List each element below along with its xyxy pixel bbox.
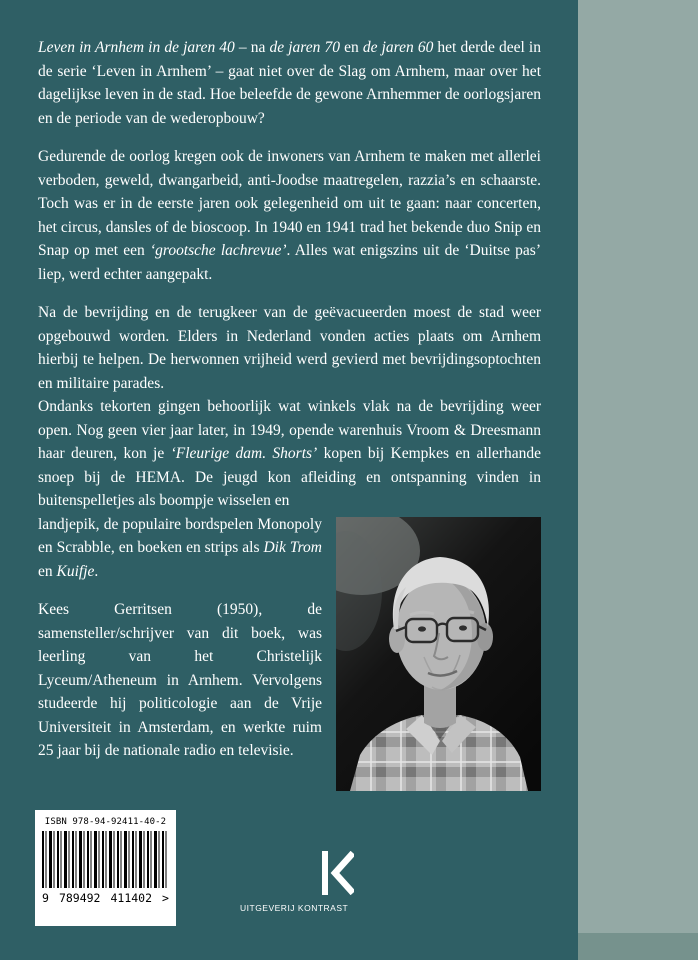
barcode-digits [42, 891, 169, 905]
barcode-bars [42, 831, 169, 888]
publisher-name: UITGEVERIJ KONTRAST [240, 903, 349, 913]
portrait-kees-gerritsen-image [336, 517, 541, 791]
barcode-digit-lead: 9 [42, 891, 49, 905]
barcode-digit-group-1: 789492 [58, 891, 101, 905]
portrait-photo [336, 517, 541, 791]
kontrast-logo-icon [322, 851, 354, 895]
barcode-arrow-symbol: > [162, 891, 169, 905]
author-paragraph: Kees Gerritsen (1950), de samensteller/schrijver van dit boek, was leerling van het Christelijk Lyceum/Atheneum in Arnhem. Vervolgens studeerde hij politicologie aan de Vrije Universiteit in Amsterdam, en werkte ruim 25 jaar bij de nationale radio en televisie. [38, 601, 322, 759]
blurb-paragraph-2: Gedurende de oorlog kregen ook de inwoners van Arnhem te maken met allerlei verboden, geweld, dwangarbeid, anti-Joodse maatregelen, razzia’s en schaarste. Toch was er in de eerste jaren ook gelegenheid om uit te gaan: naar concerten, het circus, dansles of de bioscoop. In 1940 en 1941 trad het bekende duo Snip en Snap op met een ‘grootsche lachrevue’. Alles wat enigszins uit de ‘Duitse pas’ liep, werd echter aangepakt. [38, 148, 541, 283]
publisher-block [240, 851, 358, 915]
spine-strip-foot [578, 933, 698, 960]
blurb-paragraph-3: Na de bevrijding en de terugkeer van de geëvacueerden moest de stad weer opgebouwd worden. Elders in Nederland vonden acties plaats om Arnhem hierbij te helpen. De herwonnen vrijheid werd gevierd met bevrijdingsoptochten en militaire parades. [38, 304, 541, 392]
isbn-barcode [35, 810, 176, 926]
blurb-text [38, 36, 541, 799]
barcode-digit-group-2: 411402 [110, 891, 153, 905]
isbn-number-label: ISBN 978-94-92411-40-2 [44, 817, 167, 827]
blurb-paragraph-5: landjepik, de populaire bordspelen Monopoly en Scrabble, en boeken en strips als Dik Trom en Kuifje. [38, 515, 323, 580]
blurb-paragraph-1: Leven in Arnhem in de jaren 40 – na de jaren 70 en de jaren 60 het derde deel in de serie ‘Leven in Arnhem’ – gaat niet over de Slag om Arnhem, maar over het dagelijkse leven in de stad. Hoe beleefde de gewone Arnhemmer de oorlogsjaren en de periode van de wederopbouw? [38, 39, 541, 127]
spine-strip [578, 0, 698, 960]
blurb-paragraph-4: Ondanks tekorten gingen behoorlijk wat winkels vlak na de bevrijding weer open. Nog geen vier jaar later, in 1949, opende warenhuis Vroom & Dreesmann haar deuren, kon je ‘Fleurige dam. Shorts’ kopen bij Kempkes en allerhande snoep bij de HEMA. De jeugd kon afleiding en ontspanning vinden in buitenspelletjes als boompje wisselen en [38, 398, 541, 509]
